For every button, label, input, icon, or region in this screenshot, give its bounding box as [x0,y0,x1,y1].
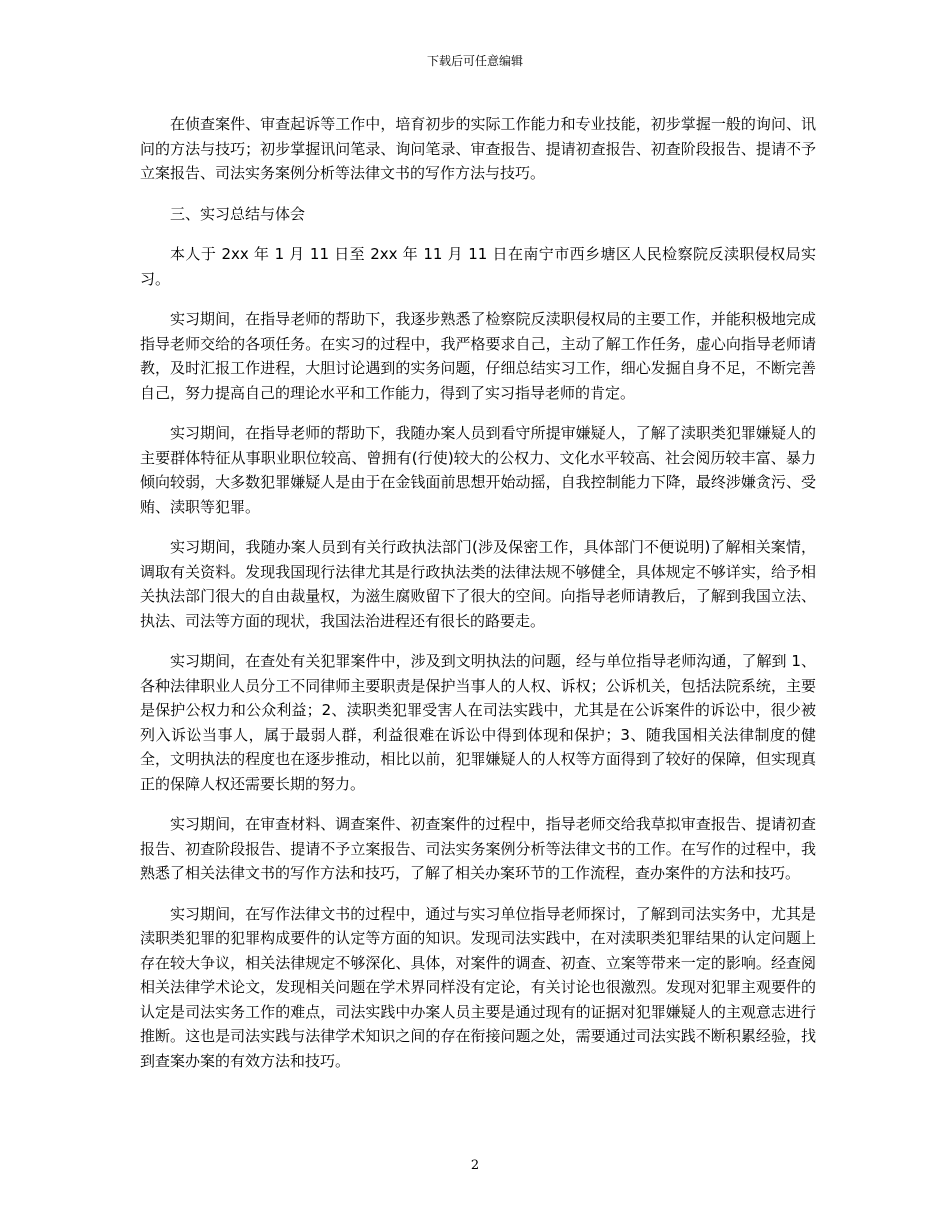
page-header: 下载后可任意编辑 [426,54,523,68]
paragraph-suspect-interrogation: 实习期间，在指导老师的帮助下，我随办案人员到看守所提审嫌疑人，了解了渎职类犯罪嫌疑人的主要群体特征从事职业职位较高、曾拥有(行使)较大的公权力、文化水平较高、社会阅历较丰富、暴力倾向较弱，大多数犯罪嫌疑人是由于在金钱面前思想开始动摇，自我控制能力下降，最终涉嫌贪污、受贿、渎职等犯罪。 [140,424,816,516]
paragraph-law-enforcement-visit: 实习期间，我随办案人员到有关行政执法部门(涉及保密工作，具体部门不便说明)了解相关案情，调取有关资料。发现我国现行法律尤其是行政执法类的法律法规不够健全，具体规定不够详实，给予相关执法部门很大的自由裁量权，为滋生腐败留下了很大的空间。向指导老师请教后，了解到我国立法、执法、司法等方面的现状，我国法治进程还有很长的路要走。 [140,538,816,630]
paragraph-internship-period: 本人于 2xx 年 1 月 11 日至 2xx 年 11 月 11 日在南宁市西乡塘区人民检察院反渎职侵权局实习。 [140,245,816,288]
paragraph-legal-research: 实习期间，在写作法律文书的过程中，通过与实习单位指导老师探讨，了解到司法实务中，尤其是渎职类犯罪的犯罪构成要件的认定等方面的知识。发现司法实践中，在对渎职类犯罪结果的认定问题上存在较大争议，相关法律规定不够深化、具体，对案件的调查、初查、立案等带来一定的影响。经查阅相关法律学术论文，发现相关问题在学术界同样没有定论，有关讨论也很激烈。发现对犯罪主观要件的认定是司法实务工作的难点，司法实践中办案人员主要是通过现有的证据对犯罪嫌疑人的主观意志进行推断。这也是司法实践与法律学术知识之间的存在衔接问题之处，需要通过司法实践不断积累经验，找到查案办案的有效方法和技巧。 [140,904,816,1070]
document-body [140,112,816,1073]
page-number: 2 [470,1158,480,1173]
paragraph-legal-documents: 实习期间，在审查材料、调查案件、初查案件的过程中，指导老师交给我草拟审查报告、提请初查报告、初查阶段报告、提请不予立案报告、司法实务案例分析等法律文书的工作。在写作的过程中，我熟悉了相关法律文书的写作方法和技巧，了解了相关办案环节的工作流程，查办案件的方法和技巧。 [140,815,816,882]
section-heading-summary: 三、实习总结与体会 [170,204,306,223]
paragraph-investigation-skills: 在侦查案件、审查起诉等工作中，培育初步的实际工作能力和专业技能，初步掌握一般的询问、讯问的方法与技巧；初步掌握讯问笔录、询问笔录、审查报告、提请初查报告、初查阶段报告、提请不予立案报告、司法实务案例分析等法律文书的写作方法与技巧。 [140,115,816,182]
paragraph-civilized-enforcement: 实习期间，在查处有关犯罪案件中，涉及到文明执法的问题，经与单位指导老师沟通，了解到 1、各种法律职业人员分工不同律师主要职责是保护当事人的人权、诉权；公诉机关，包括法院系统，主要是保护公权力和公众利益；2、渎职类犯罪受害人在司法实践中，尤其是在公诉案件的诉讼中，很少被列入诉讼当事人，属于最弱人群，利益很难在诉讼中得到体现和保护；3、随我国相关法律制度的健全，文明执法的程度也在逐步推动，相比以前，犯罪嫌疑人的人权等方面得到了较好的保障，但实现真正的保障人权还需要长期的努力。 [140,652,816,793]
paragraph-work-familiarization: 实习期间，在指导老师的帮助下，我逐步熟悉了检察院反渎职侵权局的主要工作，并能积极地完成指导老师交给的各项任务。在实习的过程中，我严格要求自己，主动了解工作任务，虚心向指导老师请教，及时汇报工作进程，大胆讨论遇到的实务问题，仔细总结实习工作，细心发掘自身不足，不断完善自己，努力提高自己的理论水平和工作能力，得到了实习指导老师的肯定。 [140,310,816,402]
